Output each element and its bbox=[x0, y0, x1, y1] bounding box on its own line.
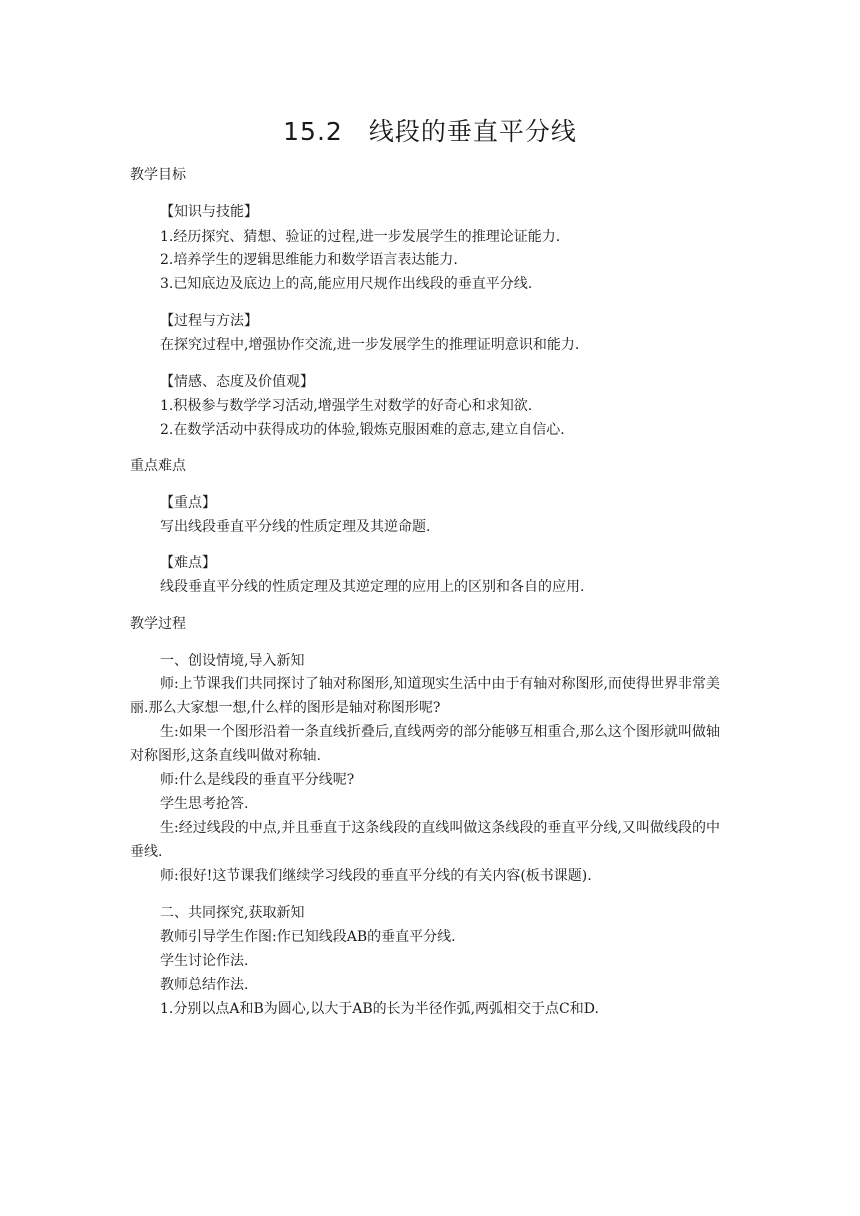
list-item: 1.经历探究、猜想、验证的过程,进一步发展学生的推理论证能力. bbox=[160, 229, 561, 245]
part-title-1: 一、创设情境,导入新知 bbox=[160, 653, 305, 669]
document-title: 15.2 线段的垂直平分线 bbox=[283, 117, 577, 146]
paragraph: 生:如果一个图形沿着一条直线折叠后,直线两旁的部分能够互相重合,那么这个图形就叫做轴对称图形,这条直线叫做对称轴. bbox=[130, 724, 720, 764]
paragraph: 生:经过线段的中点,并且垂直于这条线段的直线叫做这条线段的垂直平分线,又叫做线段的中垂线. bbox=[130, 820, 720, 860]
subheading-focus: 【重点】 bbox=[160, 495, 216, 511]
list-item: 2.在数学活动中获得成功的体验,锻炼克服困难的意志,建立自信心. bbox=[160, 422, 565, 438]
subheading-knowledge: 【知识与技能】 bbox=[160, 204, 258, 220]
subheading-process: 【过程与方法】 bbox=[160, 313, 258, 329]
focus-text: 写出线段垂直平分线的性质定理及其逆命题. bbox=[160, 519, 431, 535]
paragraph: 师:什么是线段的垂直平分线呢? bbox=[160, 772, 355, 788]
paragraph: 师:上节课我们共同探讨了轴对称图形,知道现实生活中由于有轴对称图形,而使得世界非常美丽.那么大家想一想,什么样的图形是轴对称图形呢? bbox=[130, 676, 720, 716]
list-item: 2.培养学生的逻辑思维能力和数学语言表达能力. bbox=[160, 252, 458, 268]
section-heading-goals: 教学目标 bbox=[130, 167, 186, 183]
paragraph: 1.分别以点A和B为圆心,以大于AB的长为半径作弧,两弧相交于点C和D. bbox=[160, 1001, 599, 1017]
paragraph: 学生讨论作法. bbox=[160, 953, 249, 969]
paragraph: 师:很好!这节课我们继续学习线段的垂直平分线的有关内容(板书课题). bbox=[160, 868, 592, 884]
list-item: 1.积极参与数学学习活动,增强学生对数学的好奇心和求知欲. bbox=[160, 398, 533, 414]
difficulty-text: 线段垂直平分线的性质定理及其逆定理的应用上的区别和各自的应用. bbox=[160, 579, 585, 595]
paragraph: 教师总结作法. bbox=[160, 977, 249, 993]
subheading-difficulty: 【难点】 bbox=[160, 555, 216, 571]
section-heading-key-points: 重点难点 bbox=[130, 458, 186, 474]
section-heading-process: 教学过程 bbox=[130, 616, 186, 632]
part-title-2: 二、共同探究,获取新知 bbox=[160, 905, 305, 921]
list-item: 3.已知底边及底边上的高,能应用尺规作出线段的垂直平分线. bbox=[160, 276, 533, 292]
subheading-attitude: 【情感、态度及价值观】 bbox=[160, 374, 314, 390]
paragraph: 教师引导学生作图:作已知线段AB的垂直平分线. bbox=[160, 929, 456, 945]
paragraph: 学生思考抢答. bbox=[160, 796, 249, 812]
list-item: 在探究过程中,增强协作交流,进一步发展学生的推理证明意识和能力. bbox=[160, 337, 580, 353]
